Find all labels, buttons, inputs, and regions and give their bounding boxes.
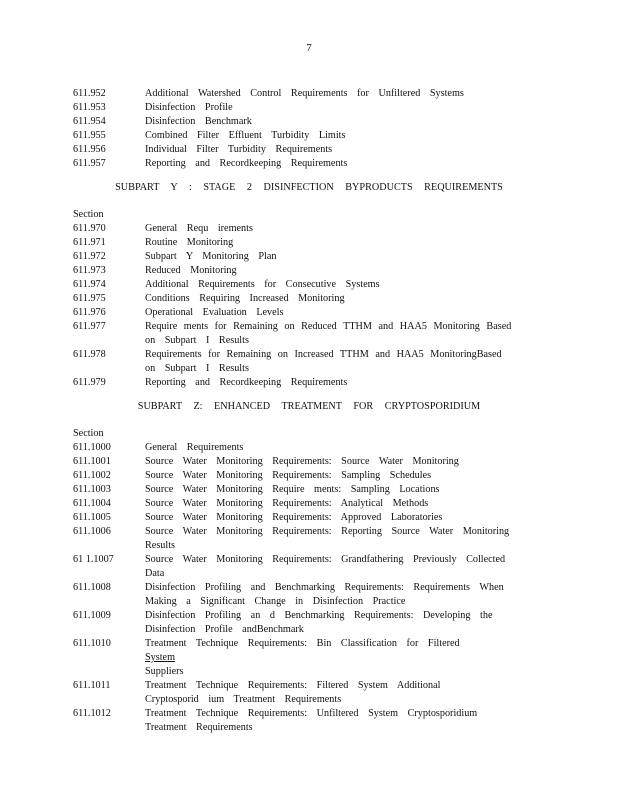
section-title: Source Water Monitoring Requirements: Source Water Monitoring <box>145 456 459 467</box>
section-title: Source Water Monitoring Requirements: Grandfathering Previously Collected <box>145 554 506 565</box>
section-number: 611.953 <box>73 102 106 113</box>
list-item <box>73 483 525 497</box>
section-title: Subpart Y Monitoring Plan <box>145 251 277 262</box>
list-item-continuation <box>73 721 525 735</box>
section-title: Source Water Monitoring Require ments: Sampling Locations <box>145 484 440 495</box>
section-title: Reduced Monitoring <box>145 265 237 276</box>
section-number: 611.975 <box>73 293 106 304</box>
list-item-continuation <box>73 334 525 348</box>
section-number: 611.955 <box>73 130 106 141</box>
subpart-z-heading: SUBPART Z: ENHANCED TREATMENT FOR CRYPTOSPORIDIUM <box>137 401 481 412</box>
section-title-underlined: System <box>145 652 176 663</box>
section-number: 611.956 <box>73 144 106 155</box>
section-title: Requirements for Remaining on Increased TTHM and HAA5 MonitoringBased <box>145 349 502 360</box>
section-title: Reporting and Recordkeeping Requirements <box>145 158 348 169</box>
section-number: 611.970 <box>73 223 106 234</box>
section-number: 611.979 <box>73 377 106 388</box>
section-title: General Requirements <box>145 442 244 453</box>
section-number: 611.974 <box>73 279 106 290</box>
page-number: 7 <box>306 42 312 54</box>
list-item <box>73 157 525 171</box>
section-title: Source Water Monitoring Requirements: Sampling Schedules <box>145 470 432 481</box>
list-item <box>73 553 525 567</box>
list-item-continuation <box>73 623 525 637</box>
section-label: Section <box>73 428 104 439</box>
section-number: 611.957 <box>73 158 106 169</box>
section-number: 611.1002 <box>73 470 111 481</box>
section-number: 611.954 <box>73 116 106 127</box>
list-item <box>73 129 525 143</box>
list-item <box>73 511 525 525</box>
section-title: Conditions Requiring Increased Monitoring <box>145 293 345 304</box>
section-title: Source Water Monitoring Requirements: Analytical Methods <box>145 498 429 509</box>
section-number: 611.1003 <box>73 484 111 495</box>
list-item <box>73 264 525 278</box>
section-number: 611.1010 <box>73 638 111 649</box>
list-item <box>73 250 525 264</box>
subpart-y-heading: SUBPART Y : STAGE 2 DISINFECTION BYPRODUCTS REQUIREMENTS <box>115 182 503 193</box>
section-number: 611.973 <box>73 265 106 276</box>
list-item <box>73 236 525 250</box>
section-title: Disinfection Profiling and Benchmarking Requirements: Requirements When <box>145 582 504 593</box>
list-item <box>73 441 525 455</box>
section-title: Source Water Monitoring Requirements: Reporting Source Water Monitoring <box>145 526 510 537</box>
section-title: Combined Filter Effluent Turbidity Limits <box>145 130 346 141</box>
list-item <box>73 376 525 390</box>
list-item <box>73 115 525 129</box>
section-title: Reporting and Recordkeeping Requirements <box>145 377 348 388</box>
section-number: 611.976 <box>73 307 106 318</box>
section-title: Disinfection Benchmark <box>145 116 252 127</box>
list-item-continuation <box>73 567 525 581</box>
section-title-continuation: Results <box>145 540 176 551</box>
section-list-group-1 <box>73 87 525 171</box>
list-item <box>73 292 525 306</box>
section-title: Individual Filter Turbidity Requirements <box>145 144 333 155</box>
section-title-continuation: Data <box>145 568 165 579</box>
list-item <box>73 306 525 320</box>
section-number: 611.1000 <box>73 442 111 453</box>
section-number: 611.971 <box>73 237 106 248</box>
section-title-continuation: Suppliers <box>145 666 184 677</box>
section-title: Disinfection Profile <box>145 102 233 113</box>
section-title: Routine Monitoring <box>145 237 234 248</box>
list-item <box>73 609 525 623</box>
section-number: 611.1011 <box>73 680 111 691</box>
section-title: Disinfection Profiling an d Benchmarking Requirements: Developing the <box>145 610 493 621</box>
list-item <box>73 637 525 665</box>
list-item-continuation <box>73 539 525 553</box>
list-item-continuation <box>73 693 525 707</box>
section-title: Require ments for Remaining on Reduced TTHM and HAA5 Monitoring Based <box>145 321 512 332</box>
section-number: 611.1006 <box>73 526 111 537</box>
list-item <box>73 87 525 101</box>
section-title: Treatment Technique Requirements: Unfiltered System Cryptosporidium <box>145 708 478 719</box>
section-number: 611.952 <box>73 88 106 99</box>
section-title-continuation: Cryptosporid ium Treatment Requirements <box>145 694 342 705</box>
section-number: 61 1.1007 <box>73 554 114 565</box>
list-item <box>73 707 525 721</box>
list-item-continuation <box>73 362 525 376</box>
section-title-continuation: on Subpart I Results <box>145 363 249 374</box>
section-title: Treatment Technique Requirements: Filtered System Additional <box>145 680 441 691</box>
section-label: Section <box>73 209 104 220</box>
section-title: Additional Watershed Control Requirements for Unfiltered Systems <box>145 88 464 99</box>
list-item <box>73 278 525 292</box>
section-number: 611.1009 <box>73 610 111 621</box>
section-number: 611.1012 <box>73 708 111 719</box>
list-item <box>73 222 525 236</box>
section-number: 611.977 <box>73 321 106 332</box>
section-title-continuation: on Subpart I Results <box>145 335 249 346</box>
section-title: Source Water Monitoring Requirements: Approved Laboratories <box>145 512 443 523</box>
list-item <box>73 320 525 334</box>
section-title-continuation: Disinfection Profile andBenchmark <box>145 624 304 635</box>
list-item-continuation <box>73 595 525 609</box>
list-item-continuation <box>73 665 525 679</box>
list-item <box>73 143 525 157</box>
section-title-continuation: Treatment Requirements <box>145 722 253 733</box>
list-item <box>73 525 525 539</box>
list-item <box>73 455 525 469</box>
section-number: 611.1001 <box>73 456 111 467</box>
section-title-continuation: Making a Significant Change in Disinfection Practice <box>145 596 406 607</box>
list-item <box>73 101 525 115</box>
list-item <box>73 581 525 595</box>
list-item <box>73 348 525 362</box>
list-item <box>73 679 525 693</box>
section-list-group-3 <box>73 427 525 735</box>
section-number: 611.1005 <box>73 512 111 523</box>
section-title: Additional Requirements for Consecutive Systems <box>145 279 380 290</box>
section-number: 611.1004 <box>73 498 111 509</box>
section-number: 611.972 <box>73 251 106 262</box>
section-title <box>145 637 525 665</box>
list-item <box>73 497 525 511</box>
section-title: General Requ irements <box>145 223 253 234</box>
list-item <box>73 469 525 483</box>
section-number: 611.1008 <box>73 582 111 593</box>
section-title: Operational Evaluation Levels <box>145 307 284 318</box>
section-list-group-2 <box>73 208 525 390</box>
section-number: 611.978 <box>73 349 106 360</box>
section-title-main: Treatment Technique Requirements: Bin Classification for Filtered <box>145 638 460 649</box>
